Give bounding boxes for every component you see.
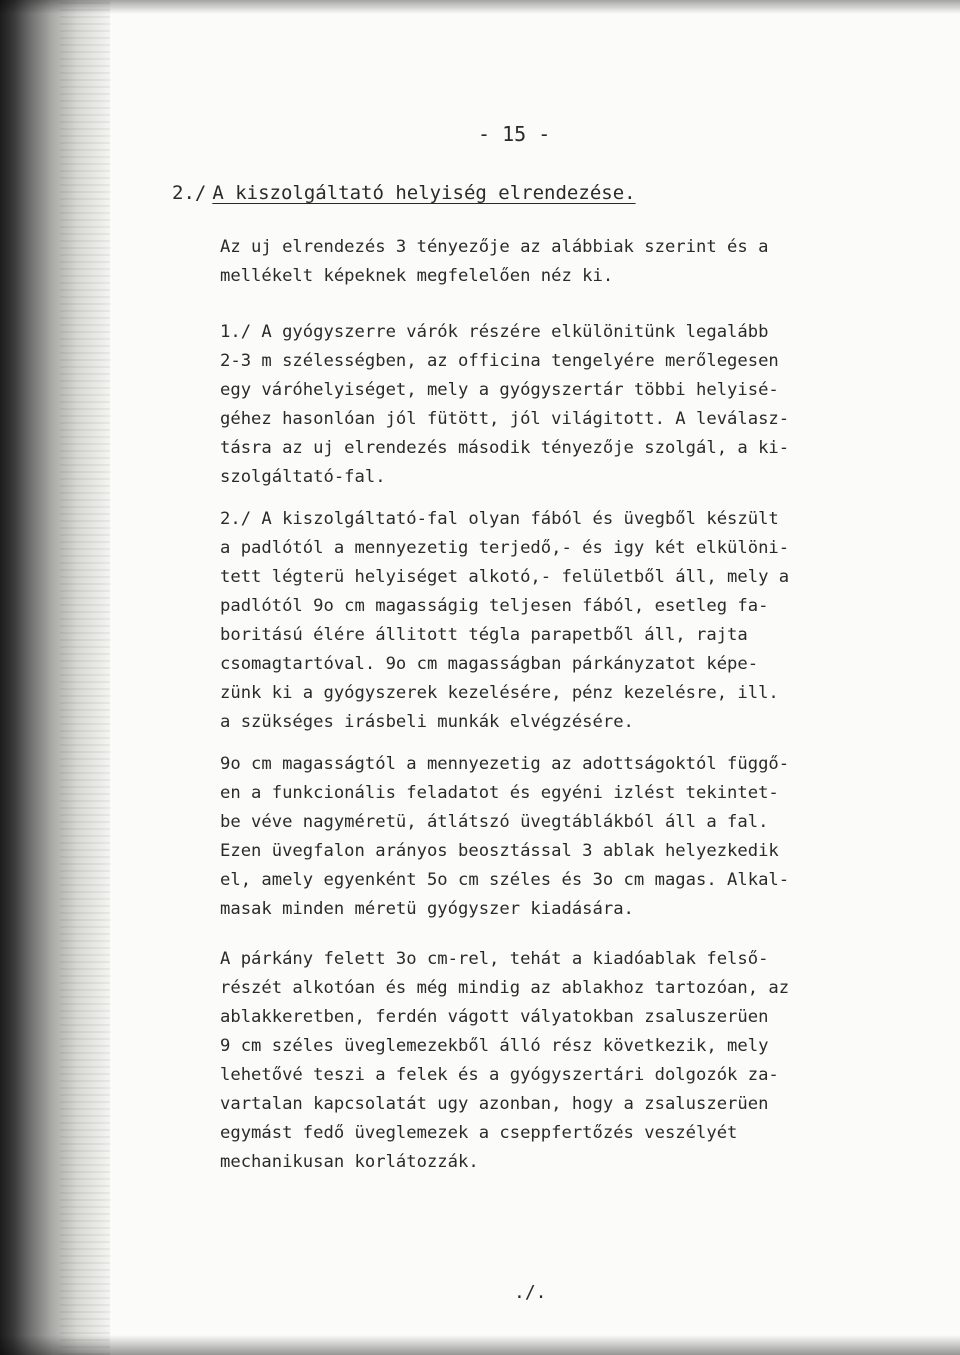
- text-line: 2-3 m szélességben, az officina tengelyére merőlegesen: [220, 351, 779, 371]
- page-number: - 15 -: [478, 122, 551, 146]
- text-line: ablakkeretben, ferdén vágott vályatokban zsaluszerüen: [220, 1007, 769, 1027]
- text-line: részét alkotóan és még mindig az ablakhoz tartozóan, az: [220, 978, 790, 998]
- paragraph-intro: [220, 233, 768, 291]
- text-line: 1./ A gyógyszerre várók részére elkülönitünk legalább: [220, 322, 769, 342]
- text-line: Ezen üvegfalon arányos beosztással 3 ablak helyezkedik: [220, 841, 779, 861]
- text-line: tásra az uj elrendezés második tényezője szolgál, a ki-: [220, 438, 790, 458]
- text-line: tett légterü helyiséget alkotó,- felületből áll, mely a: [220, 567, 790, 587]
- text-line: egymást fedő üveglemezek a cseppfertőzés veszélyét: [220, 1123, 738, 1143]
- text-line: en a funkcionális feladatot és egyéni izlést tekintet-: [220, 783, 779, 803]
- top-edge-shadow: [0, 0, 960, 14]
- section-number: 2./: [172, 182, 207, 204]
- bottom-edge-shadow: [0, 1335, 960, 1355]
- text-line: vartalan kapcsolatát ugy azonban, hogy a zsaluszerüen: [220, 1094, 769, 1114]
- continuation-mark: ./.: [514, 1282, 547, 1303]
- text-line: a padlótól a mennyezetig terjedő,- és igy két elkülöni-: [220, 538, 790, 558]
- paragraph-waiting-room: [220, 318, 789, 492]
- text-line: 9o cm magasságtól a mennyezetig az adottságoktól függő-: [220, 754, 790, 774]
- text-line: a szükséges irásbeli munkák elvégzésére.: [220, 712, 634, 732]
- binding-speckle: [60, 0, 110, 1355]
- section-title: A kiszolgáltató helyiség elrendezése.: [212, 182, 636, 204]
- text-line: boritású élére állitott tégla parapetből áll, rajta: [220, 625, 748, 645]
- text-line: A párkány felett 3o cm-rel, tehát a kiadóablak felső-: [220, 949, 769, 969]
- text-line: 2./ A kiszolgáltató-fal olyan fából és üvegből készült: [220, 509, 779, 529]
- text-line: be véve nagyméretü, átlátszó üvegtáblákból áll a fal.: [220, 812, 769, 832]
- text-line: lehetővé teszi a felek és a gyógyszertári dolgozók za-: [220, 1065, 779, 1085]
- text-line: géhez hasonlóan jól fütött, jól világitott. A leválasz-: [220, 409, 790, 429]
- text-line: mechanikusan korlátozzák.: [220, 1152, 479, 1172]
- text-line: csomagtartóval. 9o cm magasságban párkányzatot képe-: [220, 654, 759, 674]
- text-line: masak minden méretü gyógyszer kiadására.: [220, 899, 634, 919]
- paragraph-glass-wall: [220, 750, 789, 924]
- text-line: Az uj elrendezés 3 tényezője az alábbiak szerint és a: [220, 237, 769, 257]
- text-line: 9 cm széles üveglemezekből álló rész következik, mely: [220, 1036, 769, 1056]
- text-line: egy váróhelyiséget, mely a gyógyszertár többi helyisé-: [220, 380, 779, 400]
- text-line: zünk ki a gyógyszerek kezelésére, pénz kezelésre, ill.: [220, 683, 779, 703]
- paragraph-window-louvre: [220, 945, 789, 1177]
- text-line: el, amely egyenként 5o cm széles és 3o cm magas. Alkal-: [220, 870, 790, 890]
- text-line: szolgáltató-fal.: [220, 467, 386, 487]
- text-line: mellékelt képeknek megfelelően néz ki.: [220, 266, 614, 286]
- text-line: padlótól 9o cm magasságig teljesen fából, esetleg fa-: [220, 596, 769, 616]
- paragraph-service-wall: [220, 505, 789, 737]
- section-heading: [172, 182, 636, 204]
